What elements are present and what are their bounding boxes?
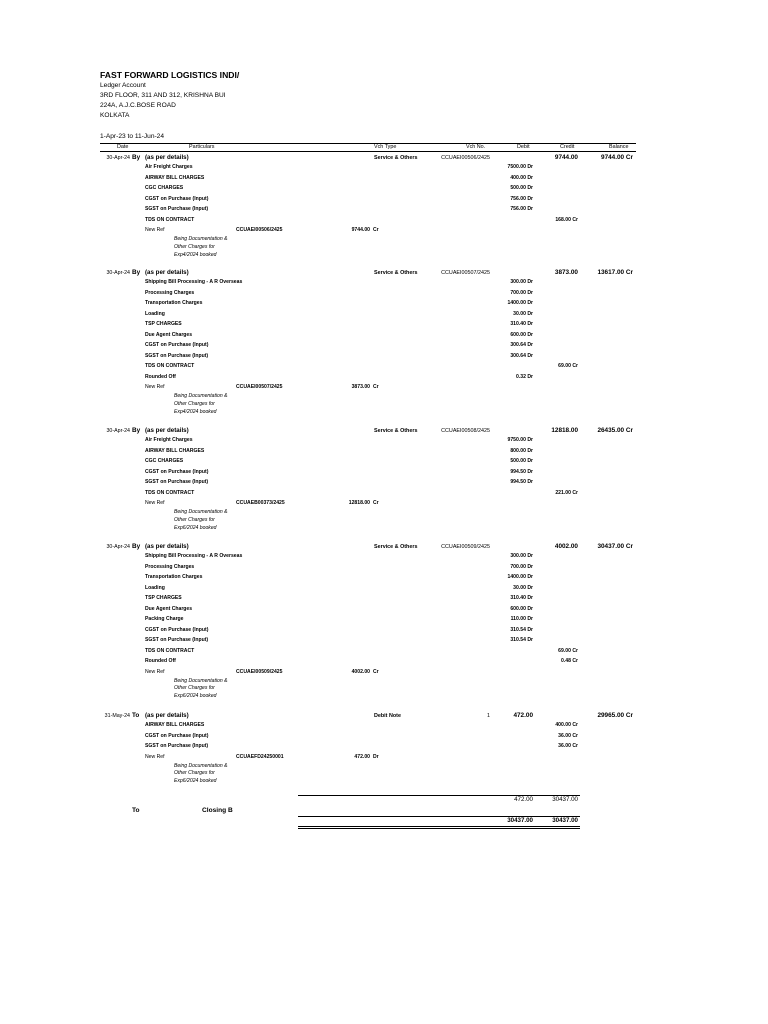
- col-balance: Balance: [609, 144, 629, 150]
- ledger-line-name: TDS ON CONTRACT: [145, 363, 195, 369]
- entry-balance: 13617.00 Cr: [597, 269, 633, 276]
- ledger-line-debit: 310.40 Dr: [510, 321, 533, 327]
- entry-narration: Being Documentation & Other Charges for Exp4/2024 booked: [174, 393, 228, 415]
- entry-vch-type: Debit Note: [374, 713, 401, 719]
- ledger-line-debit: 310.40 Dr: [510, 595, 533, 601]
- ledger-line-debit: 756.00 Dr: [510, 206, 533, 212]
- ledger-line-debit: 800.00 Dr: [510, 447, 533, 454]
- grand-total-rule-top: [298, 816, 580, 817]
- ledger-line-debit: 7500.00 Dr: [507, 164, 533, 170]
- ledger-line-name: SGST on Purchase (Input): [145, 743, 209, 749]
- entry-by-to: By: [132, 154, 141, 161]
- ledger-line-credit: 69.00 Cr: [558, 647, 578, 654]
- totals-rule: [298, 795, 580, 796]
- header-rule-top: [100, 143, 636, 144]
- entry-balance: 29965.00 Cr: [597, 712, 633, 719]
- closing-to: To: [132, 807, 140, 814]
- col-date: Date: [117, 144, 129, 150]
- entry-vch-type: Service & Others: [374, 270, 418, 276]
- total-credit: 30437.00: [552, 796, 578, 803]
- bill-ref-name: CCUAEB00373/2425: [236, 500, 285, 506]
- address-line-1: 3RD FLOOR, 311 AND 312, KRISHNA BUI: [100, 92, 226, 99]
- ledger-line-name: TDS ON CONTRACT: [145, 489, 195, 496]
- entry-vch-no: CCUAEI00508/2425: [441, 428, 490, 434]
- ledger-line-name: TDS ON CONTRACT: [145, 216, 195, 223]
- entry-party: (as per details): [145, 712, 189, 719]
- bill-ref-name: CCUAEI00506/2425: [236, 227, 283, 233]
- entry-date: 30-Apr-24: [106, 428, 130, 434]
- grand-total-credit: 30437.00: [552, 817, 578, 824]
- entry-balance: 26435.00 Cr: [597, 427, 633, 434]
- entry-vch-no: CCUAEI00509/2425: [441, 544, 490, 550]
- ledger-line-debit: 400.00 Dr: [510, 174, 533, 181]
- col-debit: Debit: [517, 144, 530, 150]
- ledger-line-debit: 0.32 Dr: [516, 373, 533, 380]
- bill-ref-amount: 4002.00: [351, 668, 370, 675]
- ledger-line-name: CGC CHARGES: [145, 185, 184, 191]
- entry-by-to: To: [132, 712, 140, 719]
- bill-ref-name: CCUAEI00507/2425: [236, 384, 283, 390]
- entry-vch-no: CCUAEI00507/2425: [441, 270, 490, 276]
- ledger-line-debit: 310.54 Dr: [510, 637, 533, 643]
- entry-vch-no: 1: [487, 713, 490, 719]
- grand-total-debit: 30437.00: [507, 817, 533, 824]
- ledger-line-debit: 994.50 Dr: [510, 479, 533, 485]
- entry-credit: 12818.00: [551, 427, 578, 434]
- ledger-line-name: CGST on Purchase (Input): [145, 195, 209, 202]
- bill-ref-amount: 12818.00: [348, 500, 370, 506]
- ledger-line-debit: 300.64 Dr: [510, 352, 533, 359]
- ledger-line-debit: 310.54 Dr: [510, 626, 533, 633]
- ledger-line-credit: 400.00 Cr: [555, 722, 578, 728]
- ledger-line-debit: 700.00 Dr: [510, 289, 533, 296]
- ledger-line-name: Transportation Charges: [145, 574, 203, 580]
- bill-ref-type: New Ref: [145, 753, 165, 760]
- entry-credit: 9744.00: [554, 154, 578, 161]
- entry-vch-type: Service & Others: [374, 544, 418, 550]
- address-line-3: KOLKATA: [100, 112, 130, 119]
- ledger-line-name: SGST on Purchase (Input): [145, 206, 209, 212]
- ledger-line-name: CGST on Purchase (Input): [145, 732, 209, 739]
- grand-total-rule-bottom: [298, 828, 580, 829]
- entry-by-to: By: [132, 543, 141, 550]
- total-debit: 472.00: [514, 796, 533, 803]
- ledger-line-name: TDS ON CONTRACT: [145, 647, 195, 654]
- ledger-line-name: Packing Charge: [145, 616, 184, 622]
- entry-narration: Being Documentation & Other Charges for Exp4/2024 booked: [174, 236, 228, 258]
- ledger-line-name: Shipping Bill Processing - A R Overseas: [145, 279, 243, 285]
- entry-party: (as per details): [145, 154, 189, 161]
- entry-credit: 4002.00: [554, 543, 578, 550]
- ledger-line-name: Due Agent Charges: [145, 331, 193, 338]
- ledger-line-debit: 30.00 Dr: [513, 584, 533, 591]
- entry-date: 30-Apr-24: [106, 270, 130, 276]
- ledger-line-debit: 600.00 Dr: [510, 605, 533, 612]
- ledger-line-debit: 300.00 Dr: [510, 279, 533, 285]
- ledger-line-name: AIRWAY BILL CHARGES: [145, 722, 205, 728]
- ledger-line-credit: 36.00 Cr: [558, 743, 578, 749]
- ledger-line-debit: 30.00 Dr: [513, 310, 533, 317]
- bill-ref-type: New Ref: [145, 227, 165, 233]
- entry-narration: Being Documentation & Other Charges for Exp6/2024 booked: [174, 762, 228, 785]
- closing-balance-label: Closing B: [202, 807, 233, 814]
- entry-debit: 472.00: [513, 712, 533, 719]
- col-vch-no: Vch No.: [466, 144, 486, 150]
- bill-ref-type: New Ref: [145, 500, 165, 506]
- bill-ref-drcr: Cr: [373, 668, 379, 675]
- company-name: FAST FORWARD LOGISTICS INDI/: [100, 70, 240, 80]
- ledger-line-name: CGC CHARGES: [145, 458, 184, 464]
- ledger-line-name: AIRWAY BILL CHARGES: [145, 447, 205, 454]
- entry-vch-type: Service & Others: [374, 428, 418, 434]
- report-period: 1-Apr-23 to 11-Jun-24: [100, 133, 165, 140]
- ledger-line-credit: 0.48 Cr: [561, 658, 578, 664]
- ledger-line-debit: 110.00 Dr: [510, 616, 533, 622]
- ledger-line-name: Loading: [145, 584, 165, 591]
- ledger-line-name: SGST on Purchase (Input): [145, 479, 209, 485]
- ledger-line-name: Loading: [145, 310, 165, 317]
- entry-balance: 30437.00 Cr: [597, 543, 633, 550]
- ledger-line-name: Air Freight Charges: [145, 437, 193, 443]
- ledger-line-name: Rounded Off: [145, 658, 176, 664]
- ledger-line-credit: 221.00 Cr: [555, 489, 578, 496]
- ledger-line-name: Rounded Off: [145, 373, 176, 380]
- col-particulars: Particulars: [189, 144, 215, 150]
- entry-party: (as per details): [145, 427, 189, 434]
- ledger-line-name: SGST on Purchase (Input): [145, 352, 209, 359]
- header-rule-bottom: [100, 151, 636, 152]
- entry-date: 30-Apr-24: [106, 544, 130, 550]
- ledger-line-name: Transportation Charges: [145, 300, 203, 306]
- entry-by-to: By: [132, 427, 141, 434]
- report-title: Ledger Account: [100, 82, 146, 89]
- ledger-line-credit: 69.00 Cr: [558, 363, 578, 369]
- ledger-line-debit: 994.50 Dr: [510, 468, 533, 475]
- entry-vch-type: Service & Others: [374, 155, 418, 161]
- ledger-line-debit: 1400.00 Dr: [507, 574, 533, 580]
- ledger-line-debit: 300.00 Dr: [510, 553, 533, 559]
- ledger-line-name: TSP CHARGES: [145, 595, 182, 601]
- col-vch-type: Vch Type: [374, 144, 397, 150]
- ledger-line-name: CGST on Purchase (Input): [145, 342, 209, 348]
- bill-ref-drcr: Cr: [373, 384, 379, 390]
- bill-ref-name: CCUAEFD24250001: [236, 753, 284, 760]
- entry-party: (as per details): [145, 269, 189, 276]
- ledger-line-debit: 9750.00 Dr: [507, 437, 533, 443]
- ledger-line-name: TSP CHARGES: [145, 321, 182, 327]
- entry-credit: 3873.00: [554, 269, 578, 276]
- bill-ref-amount: 472.00: [354, 753, 370, 760]
- ledger-line-debit: 700.00 Dr: [510, 563, 533, 570]
- entry-date: 30-Apr-24: [106, 155, 130, 161]
- grand-total-rule-mid: [298, 826, 580, 827]
- entry-narration: Being Documentation & Other Charges for Exp6/2024 booked: [174, 509, 228, 531]
- bill-ref-name: CCUAEI00509/2425: [236, 668, 283, 675]
- ledger-line-debit: 500.00 Dr: [510, 185, 533, 191]
- bill-ref-amount: 9744.00: [351, 227, 370, 233]
- ledger-line-debit: 1400.00 Dr: [507, 300, 533, 306]
- bill-ref-drcr: Cr: [373, 227, 379, 233]
- entry-party: (as per details): [145, 543, 189, 550]
- entry-date: 31-May-24: [104, 713, 130, 719]
- entry-narration: Being Documentation & Other Charges for Exp6/2024 booked: [174, 677, 228, 700]
- bill-ref-type: New Ref: [145, 668, 165, 675]
- col-credit: Credit: [560, 144, 575, 150]
- bill-ref-drcr: Dr: [373, 753, 379, 760]
- ledger-line-name: AIRWAY BILL CHARGES: [145, 174, 205, 181]
- ledger-line-debit: 300.64 Dr: [510, 342, 533, 348]
- entry-balance: 9744.00 Cr: [601, 154, 633, 161]
- ledger-line-name: Due Agent Charges: [145, 605, 193, 612]
- ledger-line-credit: 168.00 Cr: [555, 216, 578, 223]
- bill-ref-type: New Ref: [145, 384, 165, 390]
- ledger-line-debit: 756.00 Dr: [510, 195, 533, 202]
- entry-by-to: By: [132, 269, 141, 276]
- ledger-line-name: Shipping Bill Processing - A R Overseas: [145, 553, 243, 559]
- bill-ref-drcr: Cr: [373, 500, 379, 506]
- bill-ref-amount: 3873.00: [351, 384, 370, 390]
- ledger-line-name: Processing Charges: [145, 289, 195, 296]
- address-line-2: 224A, A.J.C.BOSE ROAD: [100, 102, 176, 109]
- ledger-line-debit: 500.00 Dr: [510, 458, 533, 464]
- ledger-line-credit: 36.00 Cr: [558, 732, 578, 739]
- ledger-line-debit: 600.00 Dr: [510, 331, 533, 338]
- ledger-line-name: Processing Charges: [145, 563, 195, 570]
- ledger-line-name: Air Freight Charges: [145, 164, 193, 170]
- ledger-line-name: CGST on Purchase (Input): [145, 626, 209, 633]
- ledger-line-name: CGST on Purchase (Input): [145, 468, 209, 475]
- entry-vch-no: CCUAEI00506/2425: [441, 155, 490, 161]
- ledger-line-name: SGST on Purchase (Input): [145, 637, 209, 643]
